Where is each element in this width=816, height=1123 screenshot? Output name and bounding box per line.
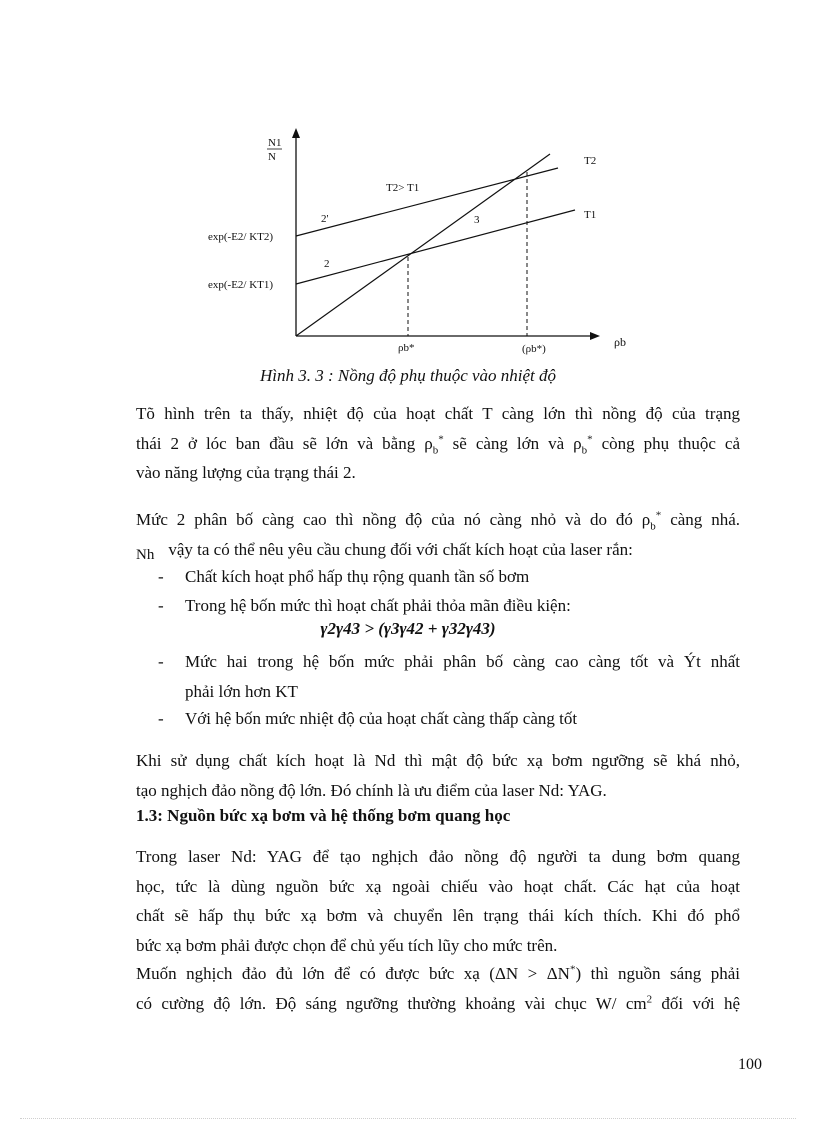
p1-l2-text-g: còng phụ thuộc cả xyxy=(592,433,741,453)
bullet-1-dash: - xyxy=(158,567,164,586)
bullet-4-text: Với hệ bốn mức nhiệt độ của hoạt chất càng thấp càng tốt xyxy=(185,709,578,728)
p1-l2-text-d: sẽ càng lớn và ρ xyxy=(443,433,582,453)
p2-l2-text: vậy ta có thể nêu yêu cầu chung đối với chất kích hoạt của laser rắn: xyxy=(168,539,633,559)
paragraph-1-line-2 xyxy=(136,429,740,459)
x-axis-arrow xyxy=(590,332,600,340)
p5-l2-text-c: đối với hệ xyxy=(652,993,741,1013)
y-axis-label-denominator: N xyxy=(268,151,276,163)
page-number: 100 xyxy=(738,1056,762,1073)
paragraph-5-line-2 xyxy=(136,989,740,1019)
paragraph-5 xyxy=(136,959,740,1018)
x-axis-label: ρb xyxy=(614,335,626,349)
paragraph-1-line-3: vào năng lượng của trạng thái 2. xyxy=(136,463,356,482)
section-heading: 1.3: Nguồn bức xạ bơm và hệ thống bơm quang học xyxy=(136,806,511,825)
paragraph-1-line-1: Tõ hình trên ta thấy, nhiệt độ của hoạt chất T càng lớn thì nồng độ của trạng xyxy=(136,404,740,423)
label-exp-T1: exp(-E2/ KT1) xyxy=(208,279,274,291)
p1-l2-sup-star: * xyxy=(438,432,444,445)
label-rho-star-paren: (ρb*) xyxy=(522,343,546,355)
bullet-3 xyxy=(158,647,740,706)
paragraph-4-line-2: học, tức là dùng nguồn bức xạ ngoài chiếu vào hoạt chất. Các hạt của hoạt xyxy=(136,876,740,896)
bullet-4-dash: - xyxy=(158,709,164,728)
bullet-2-dash: - xyxy=(158,596,164,615)
p5-l2-text-a: có cường độ lớn. Độ sáng ngưỡng thường khoảng vài chục W/ cm xyxy=(136,993,647,1013)
bullet-4 xyxy=(158,704,740,734)
bullet-2-text: Trong hệ bốn mức thì hoạt chất phải thỏa mãn điều kiện: xyxy=(185,596,571,615)
p5-l1-text-a: Muốn nghịch đảo đủ lớn để có được bức xạ (ΔN > ΔN xyxy=(136,964,570,983)
label-T1: T1 xyxy=(584,209,597,221)
line-pump xyxy=(296,154,550,336)
paragraph-4 xyxy=(136,842,740,960)
p5-l1-sup-star: * xyxy=(569,963,576,976)
bullet-3-text-line-2: phải lớn hơn KT xyxy=(185,681,298,701)
paragraph-1 xyxy=(136,399,740,488)
page-bottom-divider xyxy=(20,1118,796,1119)
p5-l2-sup-2: 2 xyxy=(646,992,653,1005)
paragraph-3 xyxy=(136,746,740,805)
label-3: 3 xyxy=(474,214,480,226)
p2-l1-sub-b: b xyxy=(650,520,656,533)
paragraph-3-line-2: tạo nghịch đảo nồng độ lớn. Đó chính là ưu điểm của laser Nd: YAG. xyxy=(136,780,607,800)
p1-l2-sup-star2: * xyxy=(587,432,593,445)
p5-l1-text-c: ) thì nguồn sáng phải xyxy=(575,964,740,983)
p2-l1-text-d: càng nhá. xyxy=(661,510,740,529)
bullet-2 xyxy=(158,591,740,621)
label-T2-gt-T1: T2> T1 xyxy=(386,182,420,194)
paragraph-2 xyxy=(136,505,740,566)
figure-caption: Hình 3. 3 : Nồng độ phụ thuộc vào nhiệt độ xyxy=(259,366,557,385)
p1-l2-sub-b: b xyxy=(432,443,439,456)
y-axis-label-numerator: N1 xyxy=(268,137,282,149)
paragraph-5-line-1 xyxy=(136,959,740,989)
p2-l2-prefix: Nh xyxy=(136,546,155,563)
paragraph-4-line-4: bức xạ bơm phải được chọn để chủ yếu tích lũy cho mức trên. xyxy=(136,935,558,955)
line-T1 xyxy=(296,210,575,284)
p2-l1-text-a: Mức 2 phân bố càng cao thì nồng độ của nó càng nhỏ và do đó ρ xyxy=(136,510,651,529)
label-2-prime: 2' xyxy=(321,213,329,225)
bullet-1-text: Chất kích hoạt phổ hấp thụ rộng quanh tần số bơm xyxy=(185,567,530,586)
paragraph-3-line-1: Khi sử dụng chất kích hoạt là Nd thì mật độ bức xạ bơm ngưỡng sẽ khá nhỏ, xyxy=(136,751,740,770)
paragraph-2-line-1 xyxy=(136,505,740,535)
paragraph-4-line-3: chất sẽ hấp thụ bức xạ bơm và chuyển lên trạng thái kích thích. Khi đó phổ xyxy=(136,906,740,925)
p2-l1-sup-star: * xyxy=(655,509,662,522)
label-exp-T2: exp(-E2/ KT2) xyxy=(208,231,274,243)
bullet-3-text-line-1: Mức hai trong hệ bốn mức phải phân bố càng cao càng tốt và Ýt nhất xyxy=(185,652,740,671)
population-temperature-figure xyxy=(200,128,640,360)
paragraph-4-line-1: Trong laser Nd: YAG để tạo nghịch đảo nồng độ người ta dung bơm quang xyxy=(136,847,740,866)
p1-l2-text-a: thái 2 ở lóc ban đầu sẽ lớn và bằng ρ xyxy=(136,433,433,453)
label-T2: T2 xyxy=(584,155,597,167)
y-axis-arrow xyxy=(292,128,300,138)
line-T2 xyxy=(296,168,558,236)
label-rho-star: ρb* xyxy=(398,342,415,354)
bullet-1 xyxy=(158,562,740,592)
bullet-3-dash: - xyxy=(158,652,164,671)
condition-formula: γ2γ43 > (γ3γ42 + γ32γ43) xyxy=(320,619,496,638)
p1-l2-sub-b2: b xyxy=(581,443,588,456)
label-2: 2 xyxy=(324,258,330,270)
